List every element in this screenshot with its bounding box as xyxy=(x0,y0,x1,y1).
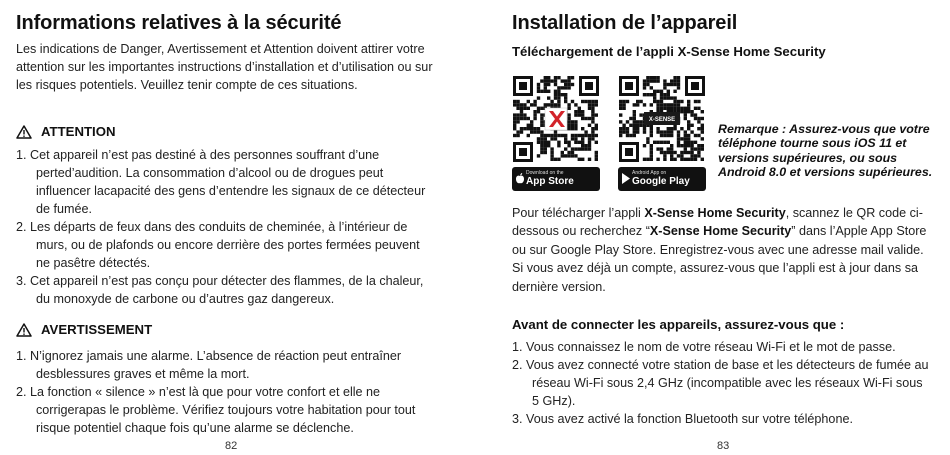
warning-triangle-icon xyxy=(16,125,32,139)
before-connecting-heading: Avant de connecter les appareils, assurez-vous que : xyxy=(512,317,845,332)
app-store-button[interactable] xyxy=(512,167,600,191)
apple-icon xyxy=(516,173,524,184)
app-store-qr-code[interactable] xyxy=(512,75,600,163)
left-page xyxy=(16,0,436,455)
list-item: 3. Cet appareil n’est pas conçu pour détecter des flammes, de la chaleur, du monoxyde de carbone ou d’autres gaz dangereux. xyxy=(16,274,424,306)
attention-heading-text: ATTENTION xyxy=(41,124,116,139)
qr-badge-text: X-SENSE xyxy=(648,117,676,123)
app-store-label: App Store xyxy=(526,176,574,187)
list-item: 1. Cet appareil n’est pas destiné à des personnes souffrant d’une perted’audition. La consommation d’alcool ou de drogues peut influencer lacapacité des gens d’entendre les signaux de ce détecteur de fumée. xyxy=(16,148,426,216)
safety-title: Informations relatives à la sécurité xyxy=(16,12,342,34)
os-requirement-remark: Remarque : Assurez-vous que votre téléphone tourne sous iOS 11 et versions supérieures, ou sous Android 8.0 et versions supérieures. xyxy=(718,122,933,180)
app-store-small-text: Download on the xyxy=(526,170,564,176)
google-play-qr-code[interactable] xyxy=(618,75,706,163)
download-instructions: Pour télécharger l’appli X-Sense Home Security, scannez le QR code ci-dessous ou recherchez “X-Sense Home Security” dans l’Apple App Store ou sur Google Play Store. Enregistrez-vous avec une adresse mail valide. Si vous avez déjà un compte, assurez-vous que l’appli est à jour dans sa dernière version. xyxy=(512,206,927,294)
page-number: 82 xyxy=(225,440,238,452)
app-name: X-Sense Home Security xyxy=(644,206,786,220)
right-page xyxy=(512,0,937,455)
installation-title: Installation de l’appareil xyxy=(512,12,738,34)
list-item: 2. Les départs de feux dans des conduits de cheminée, à l’intérieur de murs, ou de plafonds ou encore derrière des portes fermées peuvent ne pasêtre détectés. xyxy=(16,220,420,270)
warning-triangle-icon xyxy=(16,323,32,337)
download-subtitle: Téléchargement de l’appli X-Sense Home Security xyxy=(512,44,826,59)
list-item: 1. Vous connaissez le nom de votre réseau Wi-Fi et le mot de passe. xyxy=(512,340,896,354)
warning-heading-text: AVERTISSEMENT xyxy=(41,322,153,337)
warning-heading xyxy=(16,322,152,337)
warning-list xyxy=(16,347,436,437)
attention-heading xyxy=(16,124,115,139)
google-play-button[interactable] xyxy=(618,167,706,191)
attention-list xyxy=(16,146,436,308)
google-play-label: Google Play xyxy=(632,176,690,187)
page-number: 83 xyxy=(717,440,730,452)
app-name: X-Sense Home Security xyxy=(649,224,792,239)
before-connecting-list xyxy=(512,338,932,428)
safety-intro: Les indications de Danger, Avertissement et Attention doivent attirer votre attention sur les importantes instructions d’installation et d’utilisation ou sur les risques potentiels. Veuillez tenir compte de ces situations. xyxy=(16,42,433,92)
list-item: 2. La fonction « silence » n’est là que pour votre confort et elle ne corrigerapas le problème. Vérifiez toujours votre habitation pour tout risque potentiel chaque fois qu’une alarme se déclenche. xyxy=(16,385,416,435)
google-play-small-text: Android App on xyxy=(632,170,667,176)
list-item: 2. Vous avez connecté votre station de base et les détecteurs de fumée au réseau Wi-Fi sous 2,4 GHz (incompatible avec les réseaux Wi-Fi sous 5 GHz). xyxy=(512,358,929,408)
list-item: 3. Vous avez activé la fonction Bluetooth sur votre téléphone. xyxy=(512,412,853,426)
google-play-icon xyxy=(622,173,630,184)
list-item: 1. N’ignorez jamais une alarme. L’absence de réaction peut entraîner desblessures graves et même la mort. xyxy=(16,349,402,381)
